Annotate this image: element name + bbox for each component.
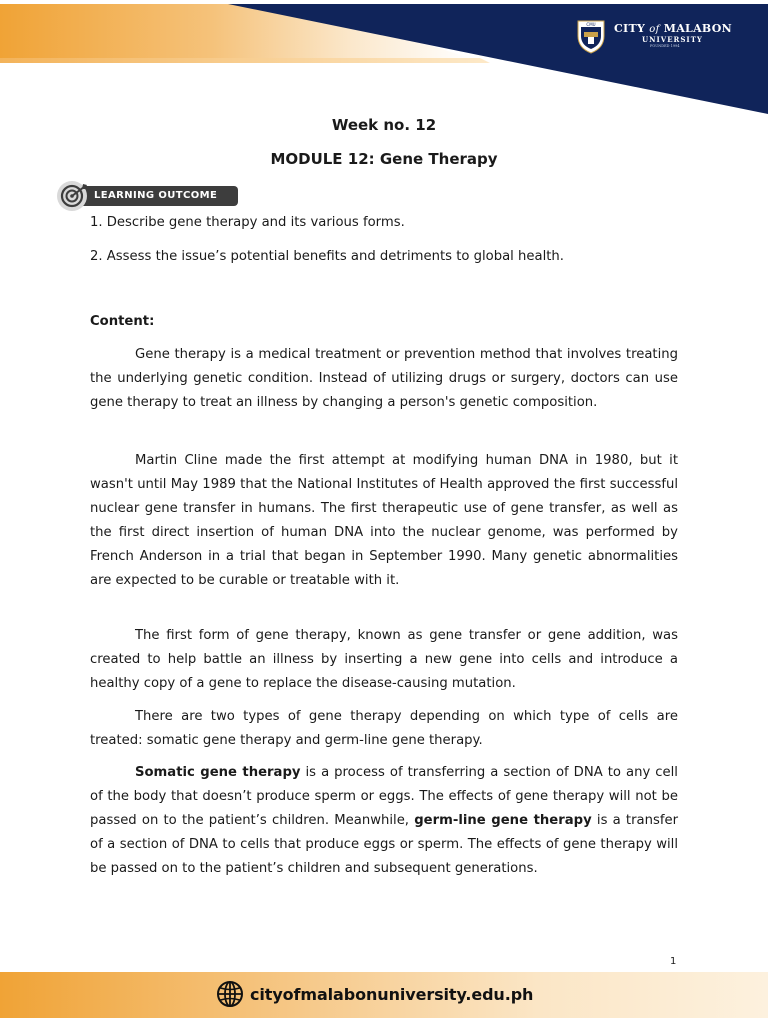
target-icon bbox=[55, 180, 93, 212]
paragraph-3: The first form of gene therapy, known as gene transfer or gene addition, was created to help battle an illness by inserting a new gene into cells and introduce a healthy copy of a gene to replace the disease-causing mutation. bbox=[90, 628, 678, 691]
paragraph-2: Martin Cline made the first attempt at modifying human DNA in 1980, but it wasn't until May 1989 that the National Institutes of Health approved the first successful nuclear gene transfer in humans. The first therapeutic use of gene transfer, as well as the first direct insertion of human DNA into the nuclear genome, was performed by French Anderson in a trial that began in September 1990. Many genetic abnormalities are expected to be curable or treatable with it. bbox=[90, 453, 678, 588]
university-name-line2: UNIVERSITY bbox=[642, 35, 703, 45]
week-title: Week no. 12 bbox=[331, 116, 437, 134]
paragraph-1: Gene therapy is a medical treatment or prevention method that involves treating the underlying genetic condition. Instead of utilizing drugs or surgery, doctors can use gene therapy to treat an illness by changing a person's genetic composition. bbox=[90, 347, 678, 410]
learning-outcome-label: LEARNING OUTCOME bbox=[77, 186, 238, 206]
footer-website[interactable] bbox=[216, 980, 533, 1008]
paragraph-5: Somatic gene therapy is a process of transferring a section of DNA to any cell of the body that doesn’t produce sperm or eggs. The effects of gene therapy will not be passed on to the patient’s children. Meanwhile, germ-line gene therapy is a transfer of a section of DNA to cells that produce eggs or sperm. The effects of gene therapy will be passed on to the patient’s children and subsequent generations. bbox=[90, 765, 679, 876]
outcome-item-1: 1. Describe gene therapy and its various forms. bbox=[90, 215, 405, 230]
learning-outcome-badge bbox=[55, 180, 240, 212]
somatic-term: Somatic gene therapy bbox=[135, 765, 301, 780]
page-number: 1 bbox=[670, 956, 677, 967]
website-url[interactable]: cityofmalabonuniversity.edu.ph bbox=[250, 984, 534, 1004]
paragraph-4: There are two types of gene therapy depending on which type of cells are treated: somatic gene therapy and germ-line gene therapy. bbox=[90, 709, 678, 748]
university-name-line1: CITY of MALABON bbox=[614, 22, 732, 36]
outcome-item-2: 2. Assess the issue’s potential benefits and detriments to global health. bbox=[90, 249, 564, 264]
module-title: MODULE 12: Gene Therapy bbox=[270, 150, 498, 168]
university-logo bbox=[576, 18, 732, 54]
shield-text: CMU bbox=[586, 22, 596, 27]
content-label: Content: bbox=[90, 314, 155, 329]
university-founded: FOUNDED 1994 bbox=[650, 44, 680, 49]
germline-term: germ-line gene therapy bbox=[414, 813, 592, 828]
globe-icon bbox=[216, 980, 244, 1008]
shield-crest-icon bbox=[576, 18, 606, 54]
